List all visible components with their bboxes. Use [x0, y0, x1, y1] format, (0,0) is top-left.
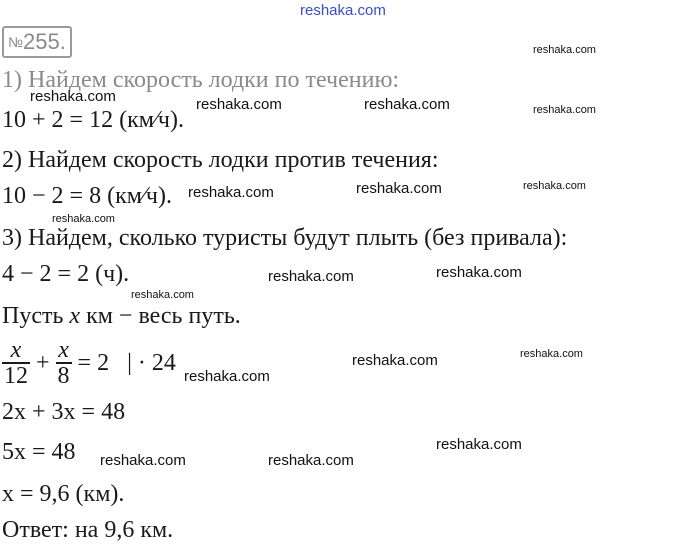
watermark: reshaka.com: [356, 180, 442, 197]
watermark: reshaka.com: [436, 436, 522, 453]
let-statement: [2, 302, 241, 330]
equation-3: 5x = 48: [2, 439, 76, 465]
watermark: reshaka.com: [100, 452, 186, 469]
watermark: reshaka.com: [533, 44, 596, 56]
fraction2-denominator: 8: [57, 363, 70, 389]
watermark: reshaka.com: [196, 96, 282, 113]
step2-calc: 10 − 2 = 8 (км⁄ч).: [2, 183, 172, 209]
step3-title: 3) Найдем, сколько туристы будут плыть (без привала):: [2, 225, 568, 251]
watermark: reshaka.com: [184, 368, 270, 385]
fraction1-numerator: x: [10, 337, 22, 363]
watermark: reshaka.com: [520, 348, 583, 360]
watermark: reshaka.com: [268, 452, 354, 469]
watermark: reshaka.com: [352, 352, 438, 369]
problem-number-badge: [2, 26, 72, 58]
fraction1-denominator: 12: [4, 363, 28, 389]
watermark: reshaka.com: [188, 184, 274, 201]
watermark: reshaka.com: [30, 88, 116, 105]
watermark: reshaka.com: [533, 104, 596, 116]
step2-title: 2) Найдем скорость лодки против течения:: [2, 147, 439, 173]
site-header-link[interactable]: reshaka.com: [300, 2, 386, 19]
let-variable: x: [69, 303, 81, 329]
watermark: reshaka.com: [364, 96, 450, 113]
watermark: reshaka.com: [52, 213, 115, 225]
equation-2: 2x + 3x = 48: [2, 399, 126, 425]
fraction-x-12: [2, 338, 30, 388]
fraction2-numerator: x: [58, 337, 69, 363]
step3-calc: 4 − 2 = 2 (ч).: [2, 261, 130, 287]
problem-number: 255.: [23, 29, 66, 54]
equation-4: x = 9,6 (км).: [2, 481, 125, 507]
equation-rest: = 2 | · 24: [77, 350, 176, 376]
watermark: reshaka.com: [268, 268, 354, 285]
let-text-a: Пусть: [2, 303, 70, 329]
watermark: reshaka.com: [436, 264, 522, 281]
step1-title: 1) Найдем скорость лодки по течению:: [2, 67, 400, 93]
let-text-b: км − весь путь.: [80, 303, 241, 329]
answer: Ответ: на 9,6 км.: [2, 517, 174, 543]
step1-calc: 10 + 2 = 12 (км⁄ч).: [2, 107, 184, 133]
equation-fractions: [2, 338, 176, 388]
watermark: reshaka.com: [131, 289, 194, 301]
fraction-x-8: [56, 338, 72, 388]
number-sign: №: [8, 34, 24, 50]
plus-sign: +: [36, 350, 50, 376]
watermark: reshaka.com: [523, 180, 586, 192]
